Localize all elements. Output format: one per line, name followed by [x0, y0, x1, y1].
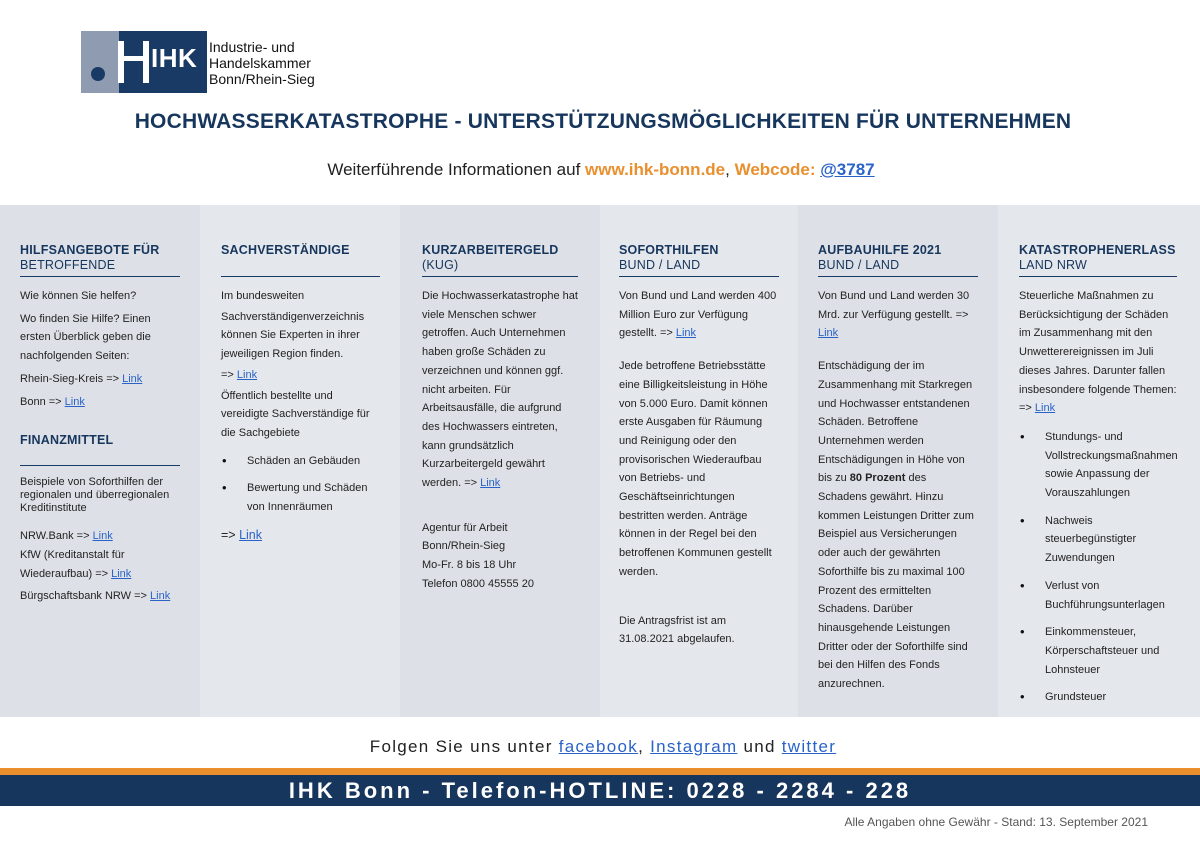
aufbau-heading: AUFBAUHILFE 2021: [818, 243, 942, 257]
sachv-bullet-1: • Schäden an Gebäuden: [221, 452, 380, 471]
follow-sep: ,: [638, 737, 651, 756]
rhein-sieg-kreis-link[interactable]: Link: [122, 372, 143, 385]
erlass-text-body: Steuerliche Maßnahmen zu Berücksichtigung der Schäden im Zusammenhang mit den Unwetterereignissen im Juli dieses Jahres. Darunter fallen insbesondere folgende Themen: =>: [1019, 290, 1177, 415]
disclaimer: Alle Angaben ohne Gewähr - Stand: 13. September 2021: [844, 815, 1148, 829]
sofort-subheading: BUND / LAND: [619, 258, 701, 272]
sofort-text-1-body: Von Bund und Land werden 400 Million Euro zur Verfügung gestellt. =>: [619, 290, 777, 340]
site-url: www.ihk-bonn.de: [585, 160, 726, 179]
info-prefix: Weiterführende Informationen auf: [327, 160, 586, 179]
aufbau-text-2c: des Schadens gewährt. Hinzu kommen Leistungen Dritter zum Beispiel aus Versicherungen oder auch der gewährten Soforthilfe bis zu maximal 100 Prozent des ermittelten Schadens. Darüber hinausgehende Leistungen Dritter oder der Soforthilfe sind bei den Hilfen des Fonds anzurechnen.: [818, 472, 974, 691]
hilfe-heading: HILFSANGEBOTE FÜR: [20, 243, 160, 257]
bonn-label: Bonn =>: [20, 395, 65, 408]
erlass-heading: KATASTROPHENERLASS: [1019, 243, 1176, 257]
webcode-label: Webcode:: [734, 160, 821, 179]
hilfe-text-1: Wie können Sie helfen?: [20, 290, 137, 302]
aufbauhilfe-link[interactable]: Link: [818, 327, 839, 340]
divider: [422, 276, 578, 277]
aufbau-text-2a: Entschädigung der im Zusammenhang mit Starkregen und Hochwasser entstandenen Schäden. Betroffene Unternehmen werden Entschädigungen in Höhe von bis zu: [818, 360, 973, 485]
kug-text: [422, 287, 578, 493]
twitter-link[interactable]: twitter: [781, 737, 837, 756]
divider: [221, 276, 380, 277]
bb-label: Bürgschaftsbank NRW =>: [20, 590, 151, 603]
sofort-text-1: [619, 287, 779, 343]
column-katastrophenerlass: [998, 205, 1200, 717]
kug-phone: Telefon 0800 45555 20: [422, 577, 534, 590]
logo-line1: Industrie- und Handelskammer: [209, 39, 311, 71]
kfw-link[interactable]: Link: [111, 567, 132, 580]
column-sachverstaendige: [200, 205, 400, 717]
buergschaftsbank-link[interactable]: Link: [150, 590, 171, 603]
finanz-bb: [20, 587, 180, 606]
sachverstaendige-link[interactable]: Link: [239, 527, 263, 542]
sachv-arrow-text: =>: [221, 527, 240, 542]
aufbau-text-1: [818, 287, 978, 343]
content-panel: [0, 205, 1200, 717]
finanz-nrw: [20, 527, 180, 546]
page-title: HOCHWASSERKATASTROPHE - UNTERSTÜTZUNGSMÖGLICHKEITEN FÜR UNTERNEHMEN: [134, 110, 1072, 133]
bonn-link[interactable]: Link: [64, 395, 85, 408]
divider: [619, 276, 779, 277]
sachv-link-line: [221, 526, 380, 545]
column-kurzarbeitergeld: [400, 205, 600, 717]
finanz-kfw: [20, 546, 180, 583]
facebook-link[interactable]: facebook: [558, 737, 639, 756]
finanz-text: Beispiele von Soforthilfen der regionalen und überregionalen Kreditinstitute: [20, 476, 170, 515]
orange-divider: [0, 768, 1200, 775]
finanz-heading: FINANZMITTEL: [20, 433, 114, 448]
sachv-arrow: [221, 366, 380, 385]
hilfe-bonn: [20, 393, 180, 412]
instagram-link[interactable]: Instagram: [650, 737, 738, 756]
sachverstaendigenverzeichnis-link[interactable]: Link: [236, 368, 258, 381]
kfw-label: KfW (Kreditanstalt für Wiederaufbau) =>: [20, 548, 125, 580]
erlass-bullet-2: • Nachweis steuerbegünstigter Zuwendungen: [1019, 512, 1177, 568]
erlass-bullet-4: • Einkommensteuer, Körperschaftsteuer und Lohnsteuer: [1019, 623, 1177, 679]
kug-link[interactable]: Link: [480, 477, 501, 490]
follow-and: und: [737, 737, 782, 756]
erlass-bullet-3: • Verlust von Buchführungsunterlagen: [1019, 577, 1177, 614]
info-comma: ,: [725, 160, 735, 179]
kug-region: Bonn/Rhein-Sieg: [422, 540, 506, 553]
follow-prefix: Folgen Sie uns unter: [369, 737, 559, 756]
katastrophenerlass-link[interactable]: Link: [1034, 402, 1056, 415]
sachv-text-3: Öffentlich bestellte und vereidigte Sachverständige für die Sachgebiete: [221, 389, 370, 439]
sofort-heading: SOFORTHILFEN: [619, 243, 719, 257]
aufbau-text-1-body: Von Bund und Land werden 30 Mrd. zur Verfügung gestellt. =>: [818, 290, 970, 321]
divider: [1019, 276, 1177, 277]
soforthilfen-link[interactable]: Link: [675, 327, 697, 340]
hotline-banner: IHK Bonn - Telefon-HOTLINE: 0228 - 2284 - 228: [0, 775, 1200, 806]
sofort-text-3: Die Antragsfrist ist am 31.08.2021 abgelaufen.: [619, 614, 735, 646]
rsk-label: Rhein-Sieg-Kreis =>: [20, 372, 123, 385]
kug-text-body: Die Hochwasserkatastrophe hat viele Menschen schwer getroffen. Auch Unternehmen haben große Schäden zu verzeichnen und können ggf. nicht arbeiten. Für Arbeitsausfälle, die aufgrund des Hochwassers eintreten, kann grundsätzlich Kurzarbeitergeld gewährt werden. =>: [422, 290, 578, 490]
aufbau-text-2: [818, 357, 978, 694]
info-line: [0, 160, 1200, 180]
kug-heading: KURZARBEITERGELD: [422, 243, 559, 257]
sachv-bullet-2: • Bewertung und Schäden von Innenräumen: [221, 479, 380, 516]
webcode-link[interactable]: @3787: [820, 160, 875, 179]
divider: [818, 276, 978, 277]
column-soforthilfen: [600, 205, 798, 717]
erlass-bullet-5: • Grundsteuer: [1019, 688, 1177, 707]
column-hilfsangebote: [0, 205, 200, 717]
sachv-text-2: Sachverständigenverzeichnis können Sie Experten in ihrer jeweiligen Region finden.: [221, 310, 365, 361]
erlass-bullet-1: • Stundungs- und Vollstreckungsmaßnahmen sowie Anpassung der Vorauszahlungen: [1019, 428, 1177, 503]
social-line: [0, 737, 1200, 757]
hilfe-subheading: BETROFFENDE: [20, 258, 116, 272]
ihk-logo: [81, 31, 376, 93]
nrw-label: NRW.Bank =>: [20, 530, 93, 543]
sachv-arrow-text: =>: [221, 368, 237, 381]
aufbau-subheading: BUND / LAND: [818, 258, 900, 272]
kug-agentur: Agentur für Arbeit: [422, 521, 508, 534]
sofort-text-2: Jede betroffene Betriebsstätte eine Billigkeitsleistung in Höhe von 5.000 Euro. Damit können erste Ausgaben für Räumung und Reinigung oder den provisorischen Wiederaufbau von Betriebs- und Geschäftseinrichtungen bestritten werden. Anträge können in der Regel bei den betroffenen Kommunen gestellt werden.: [619, 360, 772, 578]
nrw-bank-link[interactable]: Link: [92, 530, 113, 543]
hilfe-text-2: Wo finden Sie Hilfe? Einen ersten Überblick geben die nachfolgenden Seiten:: [20, 312, 151, 363]
logo-text: [209, 39, 376, 87]
hilfe-rsk: [20, 370, 180, 389]
column-aufbauhilfe: [798, 205, 998, 717]
erlass-text: [1019, 287, 1177, 418]
divider: [20, 276, 180, 277]
sachv-text-1: Im bundesweiten: [221, 290, 305, 302]
erlass-subheading: LAND NRW: [1019, 258, 1088, 272]
logo-line2: Bonn/Rhein-Sieg: [209, 71, 315, 87]
kug-hours: Mo-Fr. 8 bis 18 Uhr: [422, 559, 517, 572]
logo-mark: [81, 31, 207, 93]
aufbau-percent: 80 Prozent: [849, 472, 906, 485]
sachv-heading: SACHVERSTÄNDIGE: [221, 243, 350, 257]
logo-mark-text: IHK: [151, 43, 198, 73]
kug-subheading: (KUG): [422, 258, 459, 272]
divider: [20, 465, 180, 466]
